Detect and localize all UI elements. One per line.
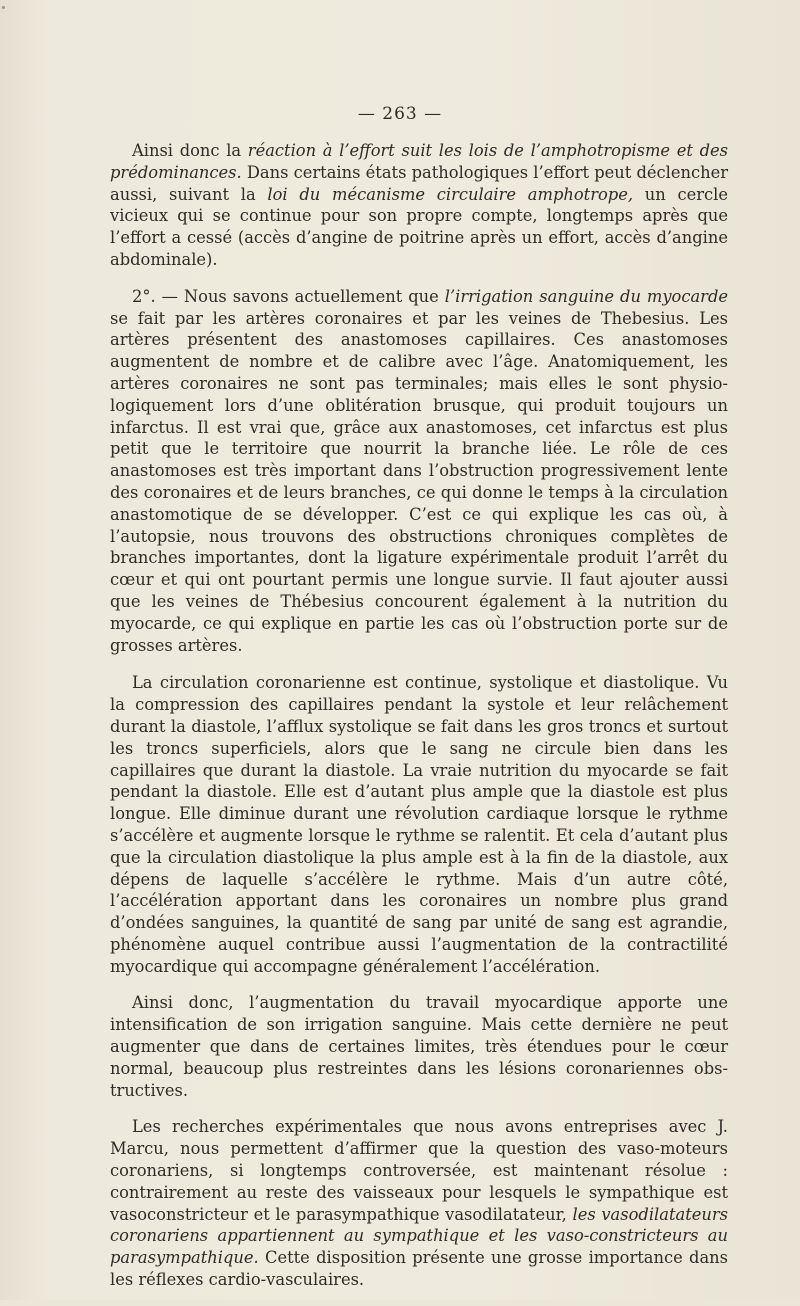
text-run: Cette disposition présente une grosse importance dans les réflexes cardio-vasculaires. — [110, 1248, 728, 1290]
text-run: La circulation coronarienne est continue, systolique et diastolique. Vu la compression des capillaires pendant la systole et leur relâchement durant la diastole, l’afflux systolique se fait dans les gros troncs et surtout les troncs superficiels, alors que le sang ne circule bien dans les capillaires que durant la diastole. La vraie nutrition du myocarde se fait pendant la diastole. Elle est d’autant plus ample que la diastole est plus longue. Elle diminue durant une révolution cardiaque lorsque le rythme s’accélère et augmente lorsque le rythme se ralentit. Et cela d’autant plus que la circulation diastolique la plus ample est à la fin de la diastole, aux dépens de laquelle s’accélère le rythme. Mais d’un autre côté, l’accélération apportant dans les coronaires un nombre plus grand d’ondées sanguines, la quantité de sang par unité de sang est agrandie, phénomène auquel contribue aussi l’augmentation de la contractilité myocardique qui accompagne généralement l’accélération. — [110, 673, 728, 976]
italic-run: loi du mécanisme circulaire amphotrope, — [267, 184, 634, 204]
paragraph-5 — [110, 1116, 728, 1290]
page-number: — 263 — — [357, 104, 443, 124]
text-run: 2°. — Nous savons actuellement que — [132, 286, 445, 306]
text-run: un cercle vicieux qui se continue pour son propre compte, longtemps après que l’effort a cessé (accès d’angine de poitrine après un effort, accès d’angine abdominale). — [110, 184, 728, 269]
text-run: se fait par les artères coronaires et par les veines de Thebesius. Les artères présentent des anastomoses capillaires. Ces anastomoses augmentent de nombre et de calibre avec l’âge. Anatomiquement, les artères coronaires ne sont pas terminales; mais elles le sont physiologiquement lors d’une oblitération brusque, qui produit toujours un infarctus. Il est vrai que, grâce aux anastomoses, cet infarctus est plus petit que le territoire que nourrit la branche liée. Le rôle de ces anastomoses est très important dans l’obstruction progressivement lente des coronaires et de leurs branches, ce qui donne le temps à la circulation anastomotique de se développer. C’est ce qui explique les cas où, à l’autopsie, nous trouvons des obstructions chroniques complètes de branches importantes, dont la ligature expérimentale produit l’arrêt du cœur et qui ont pourtant permis une longue survie. Il faut ajouter aussi que les veines de Thébesius concourent également à la nutrition du myocarde, ce qui explique en partie les cas où l’obstruction porte sur de grosses artères. — [110, 308, 728, 655]
italic-run: réaction à l’effort suit les lois de l’amphotropisme et des prédominances. — [110, 141, 728, 182]
text-run: Dans certains états pathologiques l’effort peut déclencher aussi, suivant la — [110, 162, 728, 204]
paragraph-4 — [110, 992, 728, 1101]
italic-run: l’irrigation sanguine du myocarde — [444, 286, 729, 306]
paragraph-1 — [110, 140, 728, 271]
paragraph-3 — [110, 672, 728, 977]
text-run: Ainsi donc, l’augmentation du travail myocardique apporte une intensification de son irrigation sanguine. Mais cette dernière ne peut augmenter que dans de certaines limites, très étendues pour le cœur normal, beaucoup plus restreintes dans les lésions coronariennes obstructives. — [110, 993, 728, 1100]
text-run: Ainsi donc la — [132, 141, 248, 160]
text-run: Les recherches expérimentales que nous avons entreprises avec J. Marcu, nous permettent d’affirmer que la question des vaso-moteurs coronariens, si longtemps controversée, est maintenant résolue : contrairement au reste des vaisseaux pour lesquels le sympathique est vasoconstricteur et le parasympathique vasodilatateur, — [110, 1117, 728, 1224]
paragraph-2 — [110, 286, 728, 657]
italic-run: les vasodilatateurs coronariens appartiennent au sympathique et les vaso-constricteurs au parasympathique. — [110, 1204, 729, 1268]
body-text — [110, 140, 728, 1306]
page-mark — [2, 6, 5, 9]
